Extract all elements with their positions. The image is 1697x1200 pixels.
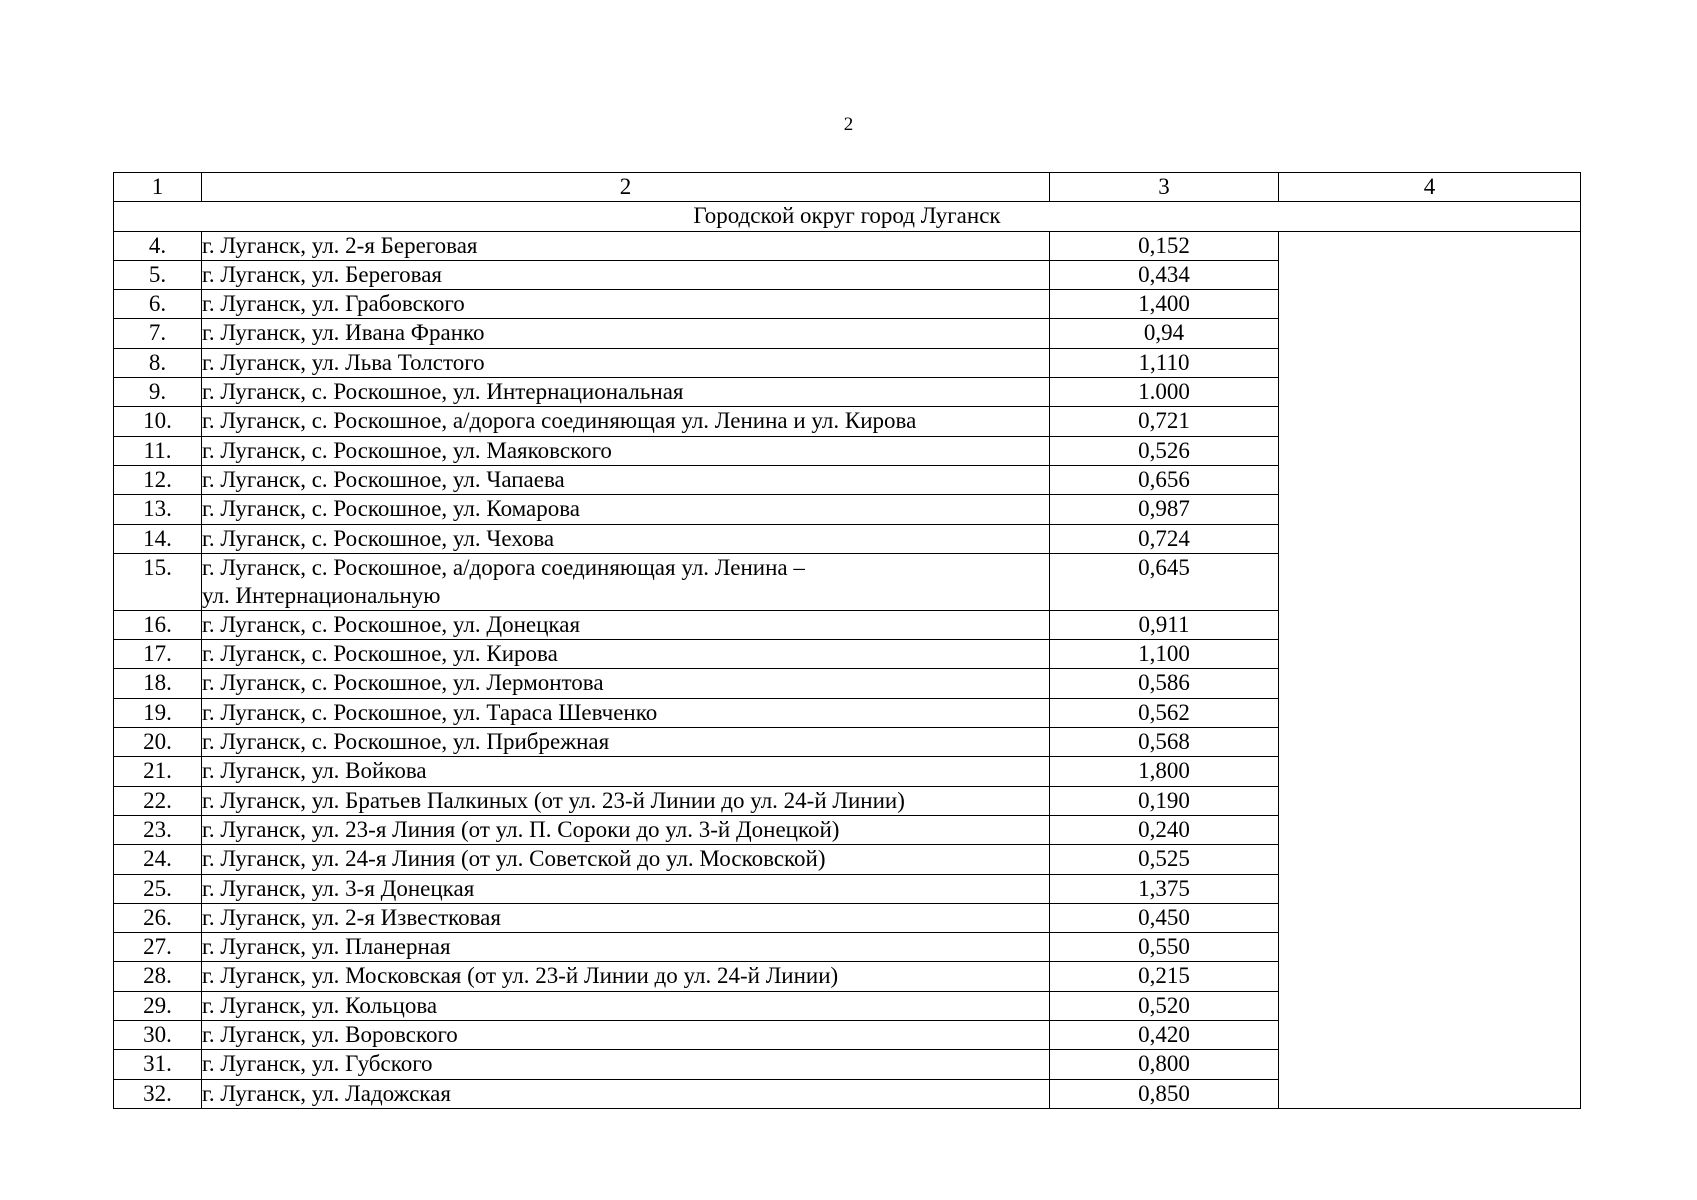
road-length: 0,215 [1050, 962, 1279, 991]
road-name: г. Луганск, с. Роскошное, ул. Интернациональная [202, 378, 1050, 407]
road-name: г. Луганск, ул. Грабовского [202, 290, 1050, 319]
road-name: г. Луганск, с. Роскошное, ул. Чапаева [202, 465, 1050, 494]
row-number: 14. [114, 524, 202, 553]
road-name: г. Луганск, ул. Планерная [202, 933, 1050, 962]
road-name: г. Луганск, ул. Войкова [202, 757, 1050, 786]
row-number: 9. [114, 378, 202, 407]
row-number: 10. [114, 407, 202, 436]
section-title: Городской округ город Луганск [114, 202, 1581, 231]
road-name: г. Луганск, с. Роскошное, ул. Кирова [202, 640, 1050, 669]
row-number: 31. [114, 1050, 202, 1079]
road-name: г. Луганск, ул. Береговая [202, 260, 1050, 289]
column-number-row [114, 173, 1581, 202]
road-length: 0,800 [1050, 1050, 1279, 1079]
row-number: 29. [114, 991, 202, 1020]
road-length: 0,526 [1050, 436, 1279, 465]
row-number: 7. [114, 319, 202, 348]
road-name: г. Луганск, ул. Кольцова [202, 991, 1050, 1020]
row-number: 26. [114, 903, 202, 932]
road-name: г. Луганск, ул. 23-я Линия (от ул. П. Сороки до ул. 3-й Донецкой) [202, 815, 1050, 844]
row-number: 25. [114, 874, 202, 903]
road-name: г. Луганск, ул. Губского [202, 1050, 1050, 1079]
road-length: 0,586 [1050, 669, 1279, 698]
row-number: 23. [114, 815, 202, 844]
column-header-2: 2 [202, 173, 1050, 202]
road-name: г. Луганск, с. Роскошное, ул. Лермонтова [202, 669, 1050, 698]
road-name: г. Луганск, с. Роскошное, ул. Прибрежная [202, 728, 1050, 757]
road-length: 1,100 [1050, 640, 1279, 669]
road-name: г. Луганск, ул. Ладожская [202, 1079, 1050, 1108]
road-name: г. Луганск, ул. Ивана Франко [202, 319, 1050, 348]
road-name: г. Луганск, с. Роскошное, ул. Чехова [202, 524, 1050, 553]
road-name: г. Луганск, ул. 3-я Донецкая [202, 874, 1050, 903]
table-body [114, 202, 1581, 1109]
road-name: г. Луганск, с. Роскошное, а/дорога соединяющая ул. Ленина и ул. Кирова [202, 407, 1050, 436]
row-number: 21. [114, 757, 202, 786]
row-number: 24. [114, 845, 202, 874]
road-length: 0,987 [1050, 495, 1279, 524]
road-name: г. Луганск, с. Роскошное, ул. Донецкая [202, 610, 1050, 639]
road-length: 1,110 [1050, 348, 1279, 377]
road-name: г. Луганск, ул. 2-я Известковая [202, 903, 1050, 932]
road-length: 0,525 [1050, 845, 1279, 874]
road-length: 1,800 [1050, 757, 1279, 786]
road-length: 0,94 [1050, 319, 1279, 348]
column-header-3: 3 [1050, 173, 1279, 202]
road-length: 0,562 [1050, 698, 1279, 727]
note-cell [1279, 231, 1581, 1108]
row-number: 15. [114, 553, 202, 610]
road-name: г. Луганск, ул. Московская (от ул. 23-й Линии до ул. 24-й Линии) [202, 962, 1050, 991]
row-number: 11. [114, 436, 202, 465]
road-length: 0,656 [1050, 465, 1279, 494]
road-length: 0,645 [1050, 553, 1279, 610]
road-length: 0,450 [1050, 903, 1279, 932]
row-number: 16. [114, 610, 202, 639]
row-number: 30. [114, 1021, 202, 1050]
road-name: г. Луганск, с. Роскошное, ул. Комарова [202, 495, 1050, 524]
row-number: 19. [114, 698, 202, 727]
row-number: 17. [114, 640, 202, 669]
road-length: 0,911 [1050, 610, 1279, 639]
road-length: 0,152 [1050, 231, 1279, 260]
road-length: 1,375 [1050, 874, 1279, 903]
road-length: 0,434 [1050, 260, 1279, 289]
road-length: 0,550 [1050, 933, 1279, 962]
road-name: г. Луганск, ул. Льва Толстого [202, 348, 1050, 377]
road-length: 0,520 [1050, 991, 1279, 1020]
roads-table [113, 172, 1581, 1109]
column-header-1: 1 [114, 173, 202, 202]
road-name: г. Луганск, ул. Братьев Палкиных (от ул. 23-й Линии до ул. 24-й Линии) [202, 786, 1050, 815]
row-number: 6. [114, 290, 202, 319]
row-number: 18. [114, 669, 202, 698]
row-number: 22. [114, 786, 202, 815]
row-number: 28. [114, 962, 202, 991]
road-name: г. Луганск, ул. 24-я Линия (от ул. Советской до ул. Московской) [202, 845, 1050, 874]
road-length: 0,850 [1050, 1079, 1279, 1108]
road-length: 0,568 [1050, 728, 1279, 757]
row-number: 4. [114, 231, 202, 260]
road-length: 1.000 [1050, 378, 1279, 407]
table-row [114, 231, 1581, 260]
road-length: 0,240 [1050, 815, 1279, 844]
road-name: г. Луганск, с. Роскошное, а/дорога соединяющая ул. Ленина – ул. Интернациональную [202, 553, 1050, 610]
page-number: 2 [843, 114, 854, 135]
row-number: 20. [114, 728, 202, 757]
row-number: 12. [114, 465, 202, 494]
row-number: 32. [114, 1079, 202, 1108]
road-name: г. Луганск, ул. 2-я Береговая [202, 231, 1050, 260]
road-name: г. Луганск, с. Роскошное, ул. Маяковского [202, 436, 1050, 465]
road-name: г. Луганск, с. Роскошное, ул. Тараса Шевченко [202, 698, 1050, 727]
road-length: 1,400 [1050, 290, 1279, 319]
row-number: 13. [114, 495, 202, 524]
road-length: 0,724 [1050, 524, 1279, 553]
row-number: 5. [114, 260, 202, 289]
road-length: 0,420 [1050, 1021, 1279, 1050]
road-length: 0,190 [1050, 786, 1279, 815]
row-number: 27. [114, 933, 202, 962]
row-number: 8. [114, 348, 202, 377]
road-name: г. Луганск, ул. Воровского [202, 1021, 1050, 1050]
section-row [114, 202, 1581, 231]
road-length: 0,721 [1050, 407, 1279, 436]
column-header-4: 4 [1279, 173, 1581, 202]
